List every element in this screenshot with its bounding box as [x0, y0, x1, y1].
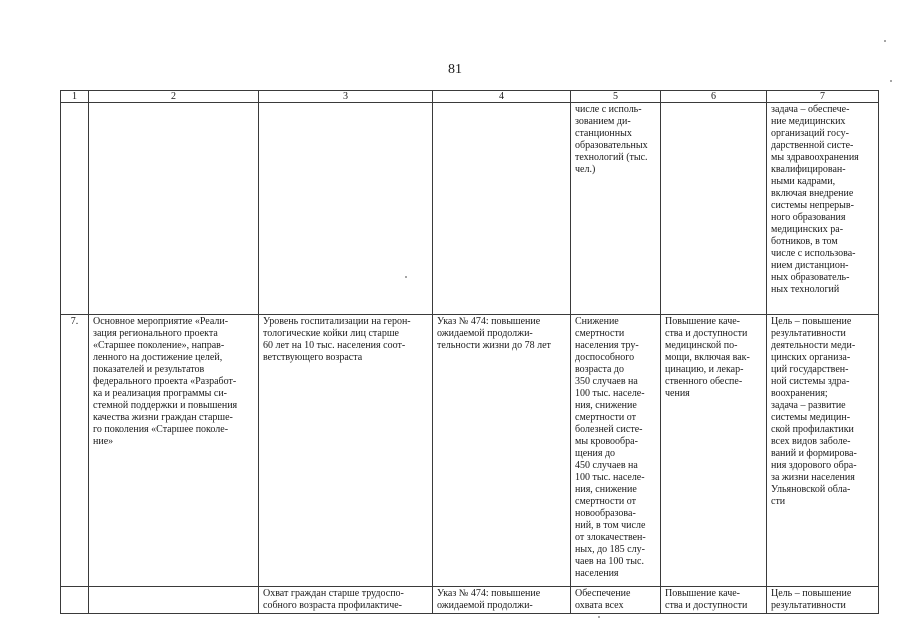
table-cell: Повышение каче- ства и доступности медицинской по- мощи, включая вак- цинацию, и лекар- ственного обеспе- чения [661, 315, 767, 587]
table-cell: Повышение каче- ства и доступности [661, 587, 767, 614]
scan-speck [405, 276, 407, 278]
header-cell: 3 [259, 91, 433, 103]
header-cell: 4 [433, 91, 571, 103]
table-cell: Уровень госпитализации на герон- тологические койки лиц старше 60 лет на 10 тыс. населения соот- ветствующего возраста [259, 315, 433, 587]
table-cell: Снижение смертности населения тру- доспособного возраста до 350 случаев на 100 тыс. населе- ния, снижение смертности от болезней систе- мы кровообра- щения до 450 случаев на 100 тыс. населе- ния, снижение смертности от новообразова- ний, в том числе от злокачествен- ных, до 185 слу- чаев на 100 тыс. населения [571, 315, 661, 587]
table-row [61, 587, 879, 614]
header-cell: 2 [89, 91, 259, 103]
table-cell: Основное мероприятие «Реали- зация регионального проекта «Старшее поколение», направ- ленного на достижение целей, показателей и результатов федерального проекта «Разработ- ка и реализация программы си- стемной поддержки и повышения качества жизни граждан старше- го поколения «Старшее поколе- ние» [89, 315, 259, 587]
table-cell: задача – обеспече- ние медицинских организаций госу- дарственной систе- мы здравоохранения квалифицирован- ными кадрами, включая внедрение системы непрерыв- ного образования медицинских ра- ботников, в том числе с использова- нием дистанцион- ных образователь- ных технологий [767, 103, 879, 315]
scan-speck [598, 616, 600, 618]
table-cell [61, 103, 89, 315]
data-table [60, 90, 879, 614]
scan-speck [884, 40, 886, 42]
header-cell: 1 [61, 91, 89, 103]
table-cell [61, 587, 89, 614]
table-cell: Цель – повышение результативности деятельности меди- цинских организа- ций государствен- ной системы здра- воохранения; задача – развитие системы медицин- ской профилактики всех видов заболе- ваний и формирова- ния здорового обра- за жизни населения Ульяновской обла- сти [767, 315, 879, 587]
table-cell: 7. [61, 315, 89, 587]
table-cell [259, 103, 433, 315]
header-cell: 5 [571, 91, 661, 103]
table-cell [661, 103, 767, 315]
header-cell: 7 [767, 91, 879, 103]
scan-speck [890, 80, 892, 82]
table-row [61, 103, 879, 315]
table-cell: числе с исполь- зованием ди- станционных образовательных технологий (тыс. чел.) [571, 103, 661, 315]
table-header-row [61, 91, 879, 103]
table-cell: Охват граждан старше трудоспо- собного возраста профилактиче- [259, 587, 433, 614]
header-cell: 6 [661, 91, 767, 103]
table-cell: Обеспечение охвата всех [571, 587, 661, 614]
page-number: 81 [448, 62, 462, 77]
table-cell [89, 587, 259, 614]
table-cell [89, 103, 259, 315]
table-cell: Цель – повышение результативности [767, 587, 879, 614]
table-cell [433, 103, 571, 315]
table-row [61, 315, 879, 587]
table-cell: Указ № 474: повышение ожидаемой продолжи- тельности жизни до 78 лет [433, 315, 571, 587]
table-cell: Указ № 474: повышение ожидаемой продолжи- [433, 587, 571, 614]
